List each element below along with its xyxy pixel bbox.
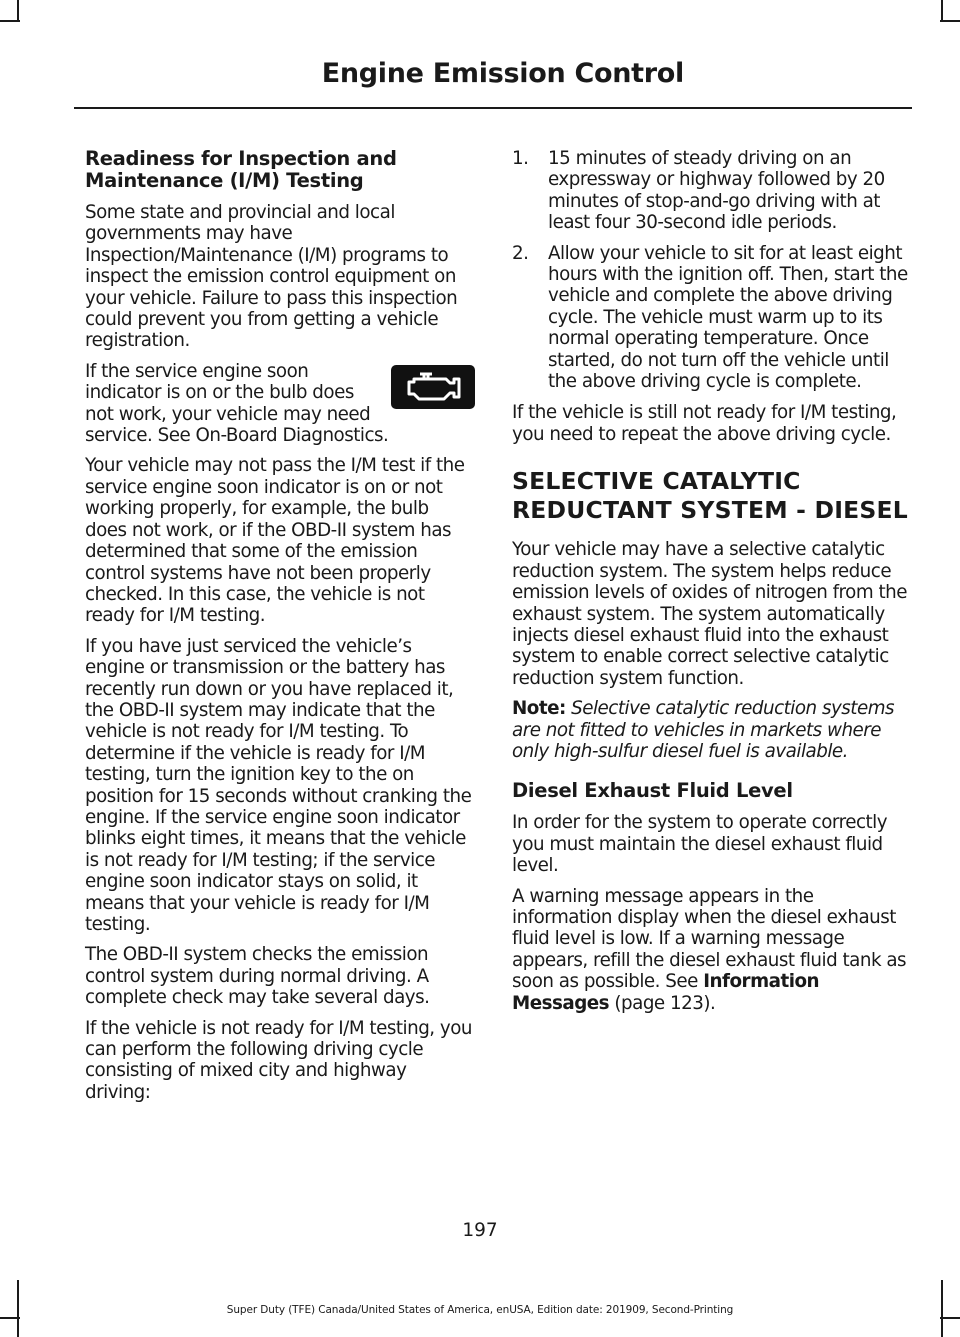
paragraph: Your vehicle may not pass the I/M test if the service engine soon indicator is on or not working properly, for example, the bulb does not work, or if the OBD-II system has determined that some of the emission control systems have not been properly checked. In this case, the vehicle is not ready for I/M testing. — [85, 455, 465, 627]
note-paragraph — [512, 698, 908, 762]
crop-mark — [0, 20, 20, 22]
cross-reference-link[interactable]: Information Messages — [512, 971, 820, 1014]
paragraph: Your vehicle may have a selective catalytic reduction system. The system helps reduce emission levels of oxides of nitrogen from the exhaust system. The system automatically injects diesel exhaust fluid into the exhaust system to enable correct selective catalytic reduction system function. — [512, 539, 907, 689]
crop-mark — [941, 0, 943, 22]
paragraph: Some state and provincial and local governments may have Inspection/Maintenance (I/M) programs to inspect the emission control equipment on your vehicle. Failure to pass this inspection could prevent you from getting a vehicle registration. — [85, 202, 458, 352]
list-text: 15 minutes of steady driving on an expressway or highway followed by 20 minutes of stop-and-go driving with at least four 30-second idle periods. — [548, 148, 885, 234]
paragraph: If the vehicle is still not ready for I/M testing, you need to repeat the above driving cycle. — [512, 402, 897, 445]
page-reference: (page 123). — [609, 992, 716, 1014]
engine-warning-icon — [391, 365, 475, 409]
crop-mark — [940, 1317, 960, 1319]
section-heading-line: SELECTIVE CATALYTIC — [512, 467, 801, 496]
paragraph — [512, 886, 908, 1014]
list-number: 2. — [512, 242, 529, 264]
page-header-title: Engine Emission Control — [321, 58, 684, 89]
left-column — [85, 148, 475, 1112]
note-text: Selective catalytic reduction systems are not fitted to vehicles in markets where only high-sulfur diesel fuel is available. — [512, 698, 895, 762]
list-item — [512, 148, 908, 234]
paragraph: In order for the system to operate correctly you must maintain the diesel exhaust fluid level. — [512, 812, 888, 877]
crop-mark — [940, 20, 960, 22]
paragraph: If the vehicle is not ready for I/M testing, you can perform the following driving cycle consisting of mixed city and highway driving: — [85, 1017, 473, 1103]
footer-edition-text: Super Duty (TFE) Canada/United States of America, enUSA, Edition date: 201909, Second-Printing — [226, 1304, 734, 1316]
header-divider — [74, 107, 912, 109]
crop-mark — [0, 1317, 20, 1319]
page-number: 197 — [462, 1220, 498, 1241]
paragraph: If you have just serviced the vehicle’s engine or transmission or the battery has recently run down or you have replaced it, the OBD-II system may indicate that the vehicle is not ready for I/M testing. To determine if the vehicle is ready for I/M testing, turn the ignition key to the on position for 15 seconds without cranking the engine. If the service engine soon indicator blinks eight times, it means that the vehicle is not ready for I/M testing; if the service engine soon indicator stays on solid, it means that your vehicle is ready for I/M testing. — [85, 635, 472, 935]
section-heading-readiness: Readiness for Inspection and Maintenance (I/M) Testing — [85, 147, 397, 192]
driving-cycle-list — [512, 148, 908, 392]
engine-warning-icon-graphic — [402, 370, 464, 404]
note-label: Note: — [512, 698, 566, 720]
paragraph-text: A warning message appears in the information display when the diesel exhaust fluid level is low. If a warning message appears, refill the diesel exhaust fluid tank as soon as possible. See — [512, 885, 907, 993]
section-heading-line: REDUCTANT SYSTEM - DIESEL — [512, 496, 908, 525]
section-heading-scr — [512, 467, 908, 525]
right-column — [512, 148, 908, 1023]
subheading-def-level: Diesel Exhaust Fluid Level — [512, 779, 793, 803]
list-item — [512, 243, 908, 393]
list-number: 1. — [512, 148, 529, 169]
list-text: Allow your vehicle to sit for at least eight hours with the ignition off. Then, start the vehicle and complete the above driving cycle. The vehicle must warm up to its normal operating temperature. Once started, do not turn off the vehicle until the above driving cycle is complete. — [548, 242, 908, 393]
paragraph: The OBD-II system checks the emission control system during normal driving. A complete check may take several days. — [85, 944, 430, 1009]
paragraph: If the service engine soon indicator is on or the bulb does not work, your vehicle may need service. See On-Board Diagnostics. — [85, 360, 389, 447]
crop-mark — [17, 0, 19, 22]
